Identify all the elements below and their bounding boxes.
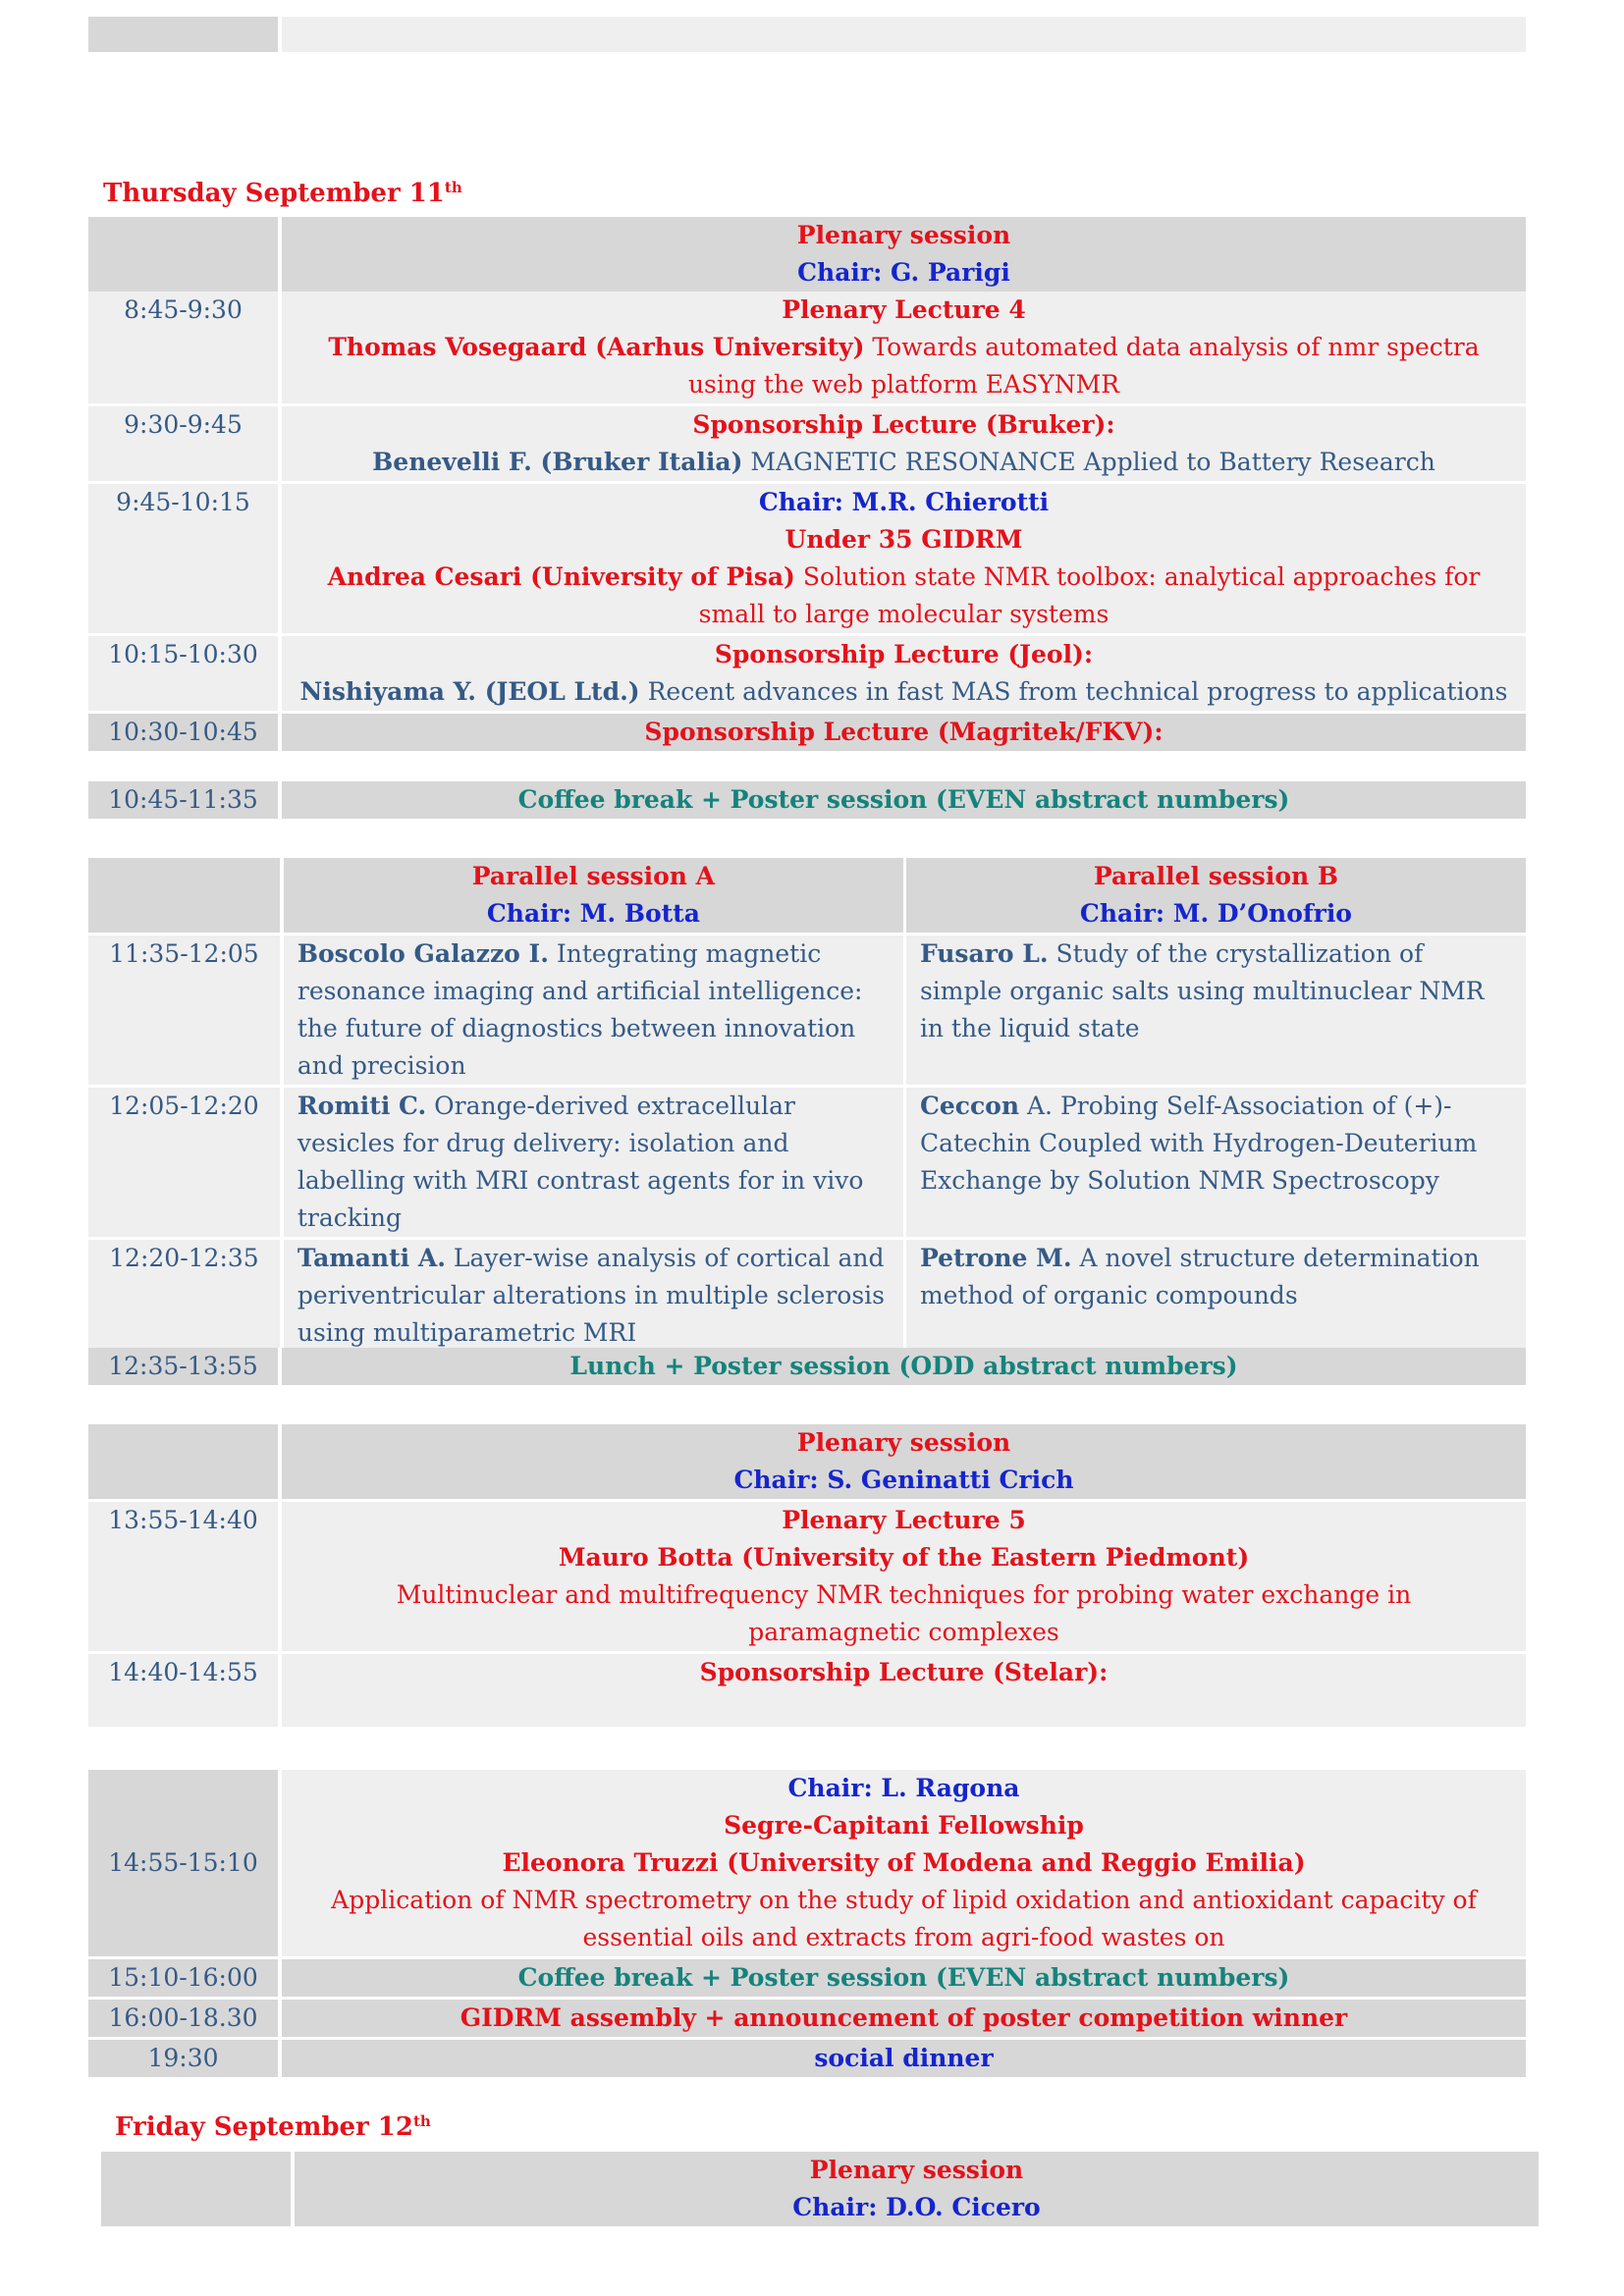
schedule-row xyxy=(88,2039,1526,2078)
speaker-name: Mauro Botta (University of the Eastern Piedmont) xyxy=(558,1543,1250,1572)
talk-title: A novel structure determination method of organic compounds xyxy=(919,1244,1480,1309)
time-label: 12:35-13:55 xyxy=(88,1348,280,1385)
event-cell xyxy=(280,2039,1526,2078)
time-label: 12:05-12:20 xyxy=(88,1087,282,1239)
lecture-title: Plenary Lecture 4 xyxy=(782,295,1026,324)
top-remnant-row xyxy=(88,17,1526,52)
content-cell xyxy=(280,17,1526,52)
schedule-row xyxy=(88,1958,1526,1999)
schedule-row xyxy=(88,405,1526,483)
time-label: 10:30-10:45 xyxy=(88,713,280,752)
plenary-session-1 xyxy=(88,217,1526,751)
session-a-talk xyxy=(282,934,905,1087)
parallel-row xyxy=(88,1087,1526,1239)
talk-title: Integrating magnetic resonance imaging and artificial intelligence: the future of diagnostics between innovation and precision xyxy=(297,939,863,1080)
time-label: 8:45-9:30 xyxy=(88,292,280,405)
session-header: Plenary session xyxy=(796,1428,1011,1457)
time-cell xyxy=(88,858,282,934)
session-header-row xyxy=(88,217,1526,292)
parallel-row xyxy=(88,934,1526,1087)
break-cell xyxy=(280,1958,1526,1999)
talk-cell xyxy=(280,635,1526,713)
talk-title: MAGNETIC RESONANCE Applied to Battery Research xyxy=(742,448,1435,476)
time-cell xyxy=(88,1770,280,1844)
thursday-heading xyxy=(103,175,462,212)
talk-title: Layer-wise analysis of cortical and periventricular alterations in multiple sclerosis using multiparametric MRI xyxy=(297,1244,886,1347)
thursday-title: Thursday September 11 xyxy=(103,179,445,208)
schedule-row xyxy=(88,483,1526,635)
talk-title: Towards automated data analysis of nmr spectra using the web platform EASYNMR xyxy=(687,333,1480,399)
session-chair: Chair: M.R. Chierotti xyxy=(758,488,1050,516)
parallel-sessions xyxy=(88,858,1526,1352)
speaker-name: Thomas Vosegaard (Aarhus University) xyxy=(328,333,865,361)
speaker-name: Boscolo Galazzo I. xyxy=(297,939,549,968)
talk-cell xyxy=(280,292,1526,405)
break-cell xyxy=(280,1348,1526,1385)
session-b-title: Parallel session B xyxy=(1093,862,1339,890)
fellowship-block xyxy=(88,1770,1526,2077)
talk-cell xyxy=(280,405,1526,483)
lecture-title: Plenary Lecture 5 xyxy=(782,1506,1026,1534)
schedule-row xyxy=(88,1844,1526,1958)
lecture-title: Sponsorship Lecture (Bruker): xyxy=(692,410,1115,439)
break-label: Coffee break + Poster session (EVEN abstract numbers) xyxy=(517,785,1290,814)
talk-cell xyxy=(280,483,1526,635)
time-cell xyxy=(88,217,280,292)
lecture-title: Sponsorship Lecture (Stelar): xyxy=(699,1658,1109,1686)
lunch-row xyxy=(88,1348,1526,1385)
time-label: 14:55-15:10 xyxy=(88,1844,280,1958)
speaker-name: Benevelli F. (Bruker Italia) xyxy=(372,448,743,476)
lecture-title: Sponsorship Lecture (Magritek/FKV): xyxy=(644,718,1164,746)
parallel-header-row xyxy=(88,858,1526,934)
event-cell xyxy=(280,1999,1526,2039)
speaker-name: Romiti C. xyxy=(297,1092,427,1120)
session-header-cell xyxy=(280,1770,1526,1844)
event-label: GIDRM assembly + announcement of poster competition winner xyxy=(460,2003,1348,2032)
friday-title: Friday September 12 xyxy=(115,2112,413,2142)
speaker-name: Eleonora Truzzi (University of Modena and Reggio Emilia) xyxy=(502,1848,1306,1877)
speaker-name: Nishiyama Y. (JEOL Ltd.) xyxy=(299,677,640,706)
talk-title: A. Probing Self-Association of (+)-Catechin Coupled with Hydrogen-Deuterium Exchange by Solution NMR Spectroscopy xyxy=(919,1092,1478,1195)
schedule-row xyxy=(88,1999,1526,2039)
session-header-row xyxy=(88,1770,1526,1844)
session-header-row xyxy=(101,2152,1539,2226)
session-header-cell xyxy=(280,1424,1526,1501)
session-b-header xyxy=(904,858,1526,934)
talk-title: Orange-derived extracellular vesicles for drug delivery: isolation and labelling with MRI contrast agents for in vivo tracking xyxy=(297,1092,864,1232)
speaker-name: Petrone M. xyxy=(919,1244,1072,1272)
event-label: social dinner xyxy=(814,2044,994,2072)
session-chair: Chair: S. Geninatti Crich xyxy=(733,1466,1074,1494)
session-b-talk xyxy=(904,1087,1526,1239)
thursday-suffix: th xyxy=(444,179,462,196)
parallel-row xyxy=(88,1239,1526,1353)
talk-title: Application of NMR spectrometry on the study of lipid oxidation and antioxidant capacity of essential oils and extracts from agri-food wastes on xyxy=(331,1886,1477,1951)
break-label: Lunch + Poster session (ODD abstract numbers) xyxy=(569,1352,1238,1380)
session-b-talk xyxy=(904,934,1526,1087)
speaker-name: Ceccon xyxy=(919,1092,1020,1120)
break-cell xyxy=(280,781,1526,819)
friday-suffix: th xyxy=(412,2112,431,2130)
schedule-row xyxy=(88,1501,1526,1653)
schedule-row xyxy=(88,1653,1526,1728)
time-label: 16:00-18.30 xyxy=(88,1999,280,2039)
talk-cell xyxy=(280,1501,1526,1653)
speaker-name: Fusaro L. xyxy=(919,939,1049,968)
session-a-talk xyxy=(282,1239,905,1353)
talk-cell xyxy=(280,1844,1526,1958)
speaker-name: Tamanti A. xyxy=(297,1244,446,1272)
friday-plenary xyxy=(101,2152,1539,2226)
lecture-title: Under 35 GIDRM xyxy=(785,525,1023,554)
schedule-row xyxy=(88,713,1526,752)
time-label: 10:45-11:35 xyxy=(88,781,280,819)
session-b-talk xyxy=(904,1239,1526,1353)
time-label: 13:55-14:40 xyxy=(88,1501,280,1653)
talk-cell xyxy=(280,1653,1526,1728)
session-header-row xyxy=(88,1424,1526,1501)
talk-cell xyxy=(280,713,1526,752)
session-a-chair: Chair: M. Botta xyxy=(486,899,700,928)
schedule-row xyxy=(88,635,1526,713)
time-label: 14:40-14:55 xyxy=(88,1653,280,1728)
session-header: Plenary session xyxy=(809,2156,1024,2184)
session-chair: Chair: G. Parigi xyxy=(797,258,1010,287)
session-b-chair: Chair: M. D’Onofrio xyxy=(1079,899,1352,928)
time-cell xyxy=(101,2152,293,2226)
schedule-row xyxy=(88,292,1526,405)
session-chair: Chair: L. Ragona xyxy=(787,1774,1020,1802)
session-a-title: Parallel session A xyxy=(471,862,716,890)
friday-heading xyxy=(115,2109,431,2146)
time-label: 12:20-12:35 xyxy=(88,1239,282,1353)
time-label: 11:35-12:05 xyxy=(88,934,282,1087)
time-label: 10:15-10:30 xyxy=(88,635,280,713)
break-label: Coffee break + Poster session (EVEN abstract numbers) xyxy=(517,1963,1290,1992)
time-cell xyxy=(88,17,280,52)
fellowship-title: Segre-Capitani Fellowship xyxy=(724,1811,1084,1840)
session-a-header xyxy=(282,858,905,934)
talk-title: Multinuclear and multifrequency NMR techniques for probing water exchange in paramagnetic complexes xyxy=(396,1580,1412,1646)
session-header-cell xyxy=(280,217,1526,292)
session-header: Plenary session xyxy=(796,221,1011,249)
time-label: 19:30 xyxy=(88,2039,280,2078)
session-chair: Chair: D.O. Cicero xyxy=(792,2193,1041,2221)
session-a-talk xyxy=(282,1087,905,1239)
coffee-break-row xyxy=(88,781,1526,819)
talk-title: Solution state NMR toolbox: analytical approaches for small to large molecular systems xyxy=(698,562,1481,628)
time-label: 9:45-10:15 xyxy=(88,483,280,635)
time-label: 9:30-9:45 xyxy=(88,405,280,483)
time-label: 15:10-16:00 xyxy=(88,1958,280,1999)
session-header-cell xyxy=(293,2152,1539,2226)
time-cell xyxy=(88,1424,280,1501)
plenary-session-2 xyxy=(88,1424,1526,1727)
speaker-name: Andrea Cesari (University of Pisa) xyxy=(327,562,795,591)
talk-title: Study of the crystallization of simple organic salts using multinuclear NMR in the liquid state xyxy=(919,939,1485,1042)
lecture-title: Sponsorship Lecture (Jeol): xyxy=(714,640,1094,668)
talk-title: Recent advances in fast MAS from technical progress to applications xyxy=(639,677,1508,706)
